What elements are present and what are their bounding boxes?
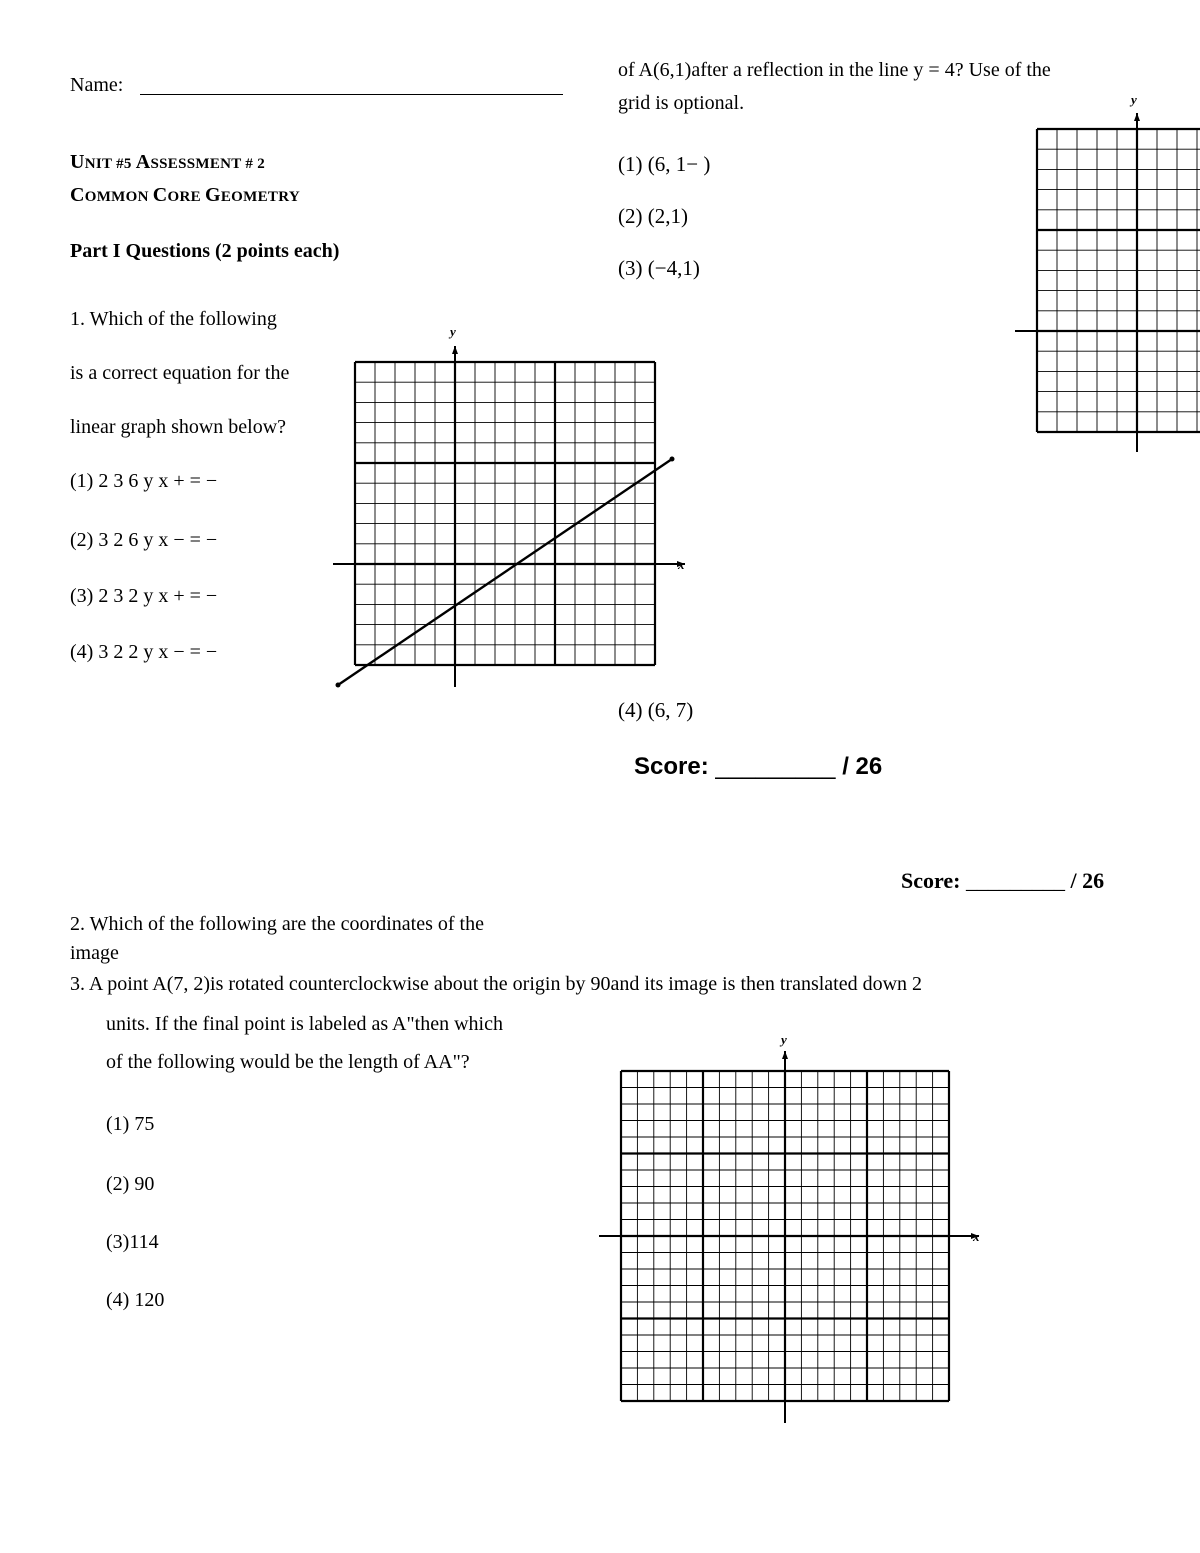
q3-choice-2: (2) 90 (106, 1173, 155, 1195)
q1-graph (330, 320, 695, 690)
q2-choice-1: (1) (6, 1− ) (618, 152, 711, 176)
q2-text-line2: image (70, 942, 119, 964)
score-box-1: Score: _________ / 26 (634, 753, 883, 780)
q3-text-line2: units. If the final point is labeled as A"then which (106, 1013, 503, 1035)
q1-text-line1: 1. Which of the following (70, 308, 277, 330)
unit-title: UNIT #5 ASSESSMENT # 2 (70, 151, 266, 173)
graph-line (338, 459, 672, 685)
q3-text-line1: 3. A point A(7, 2)is rotated counterclockwise about the origin by 90and its image is then translated down 2 (70, 973, 923, 995)
q2-choice-3: (3) (−4,1) (618, 256, 700, 280)
q1-axis-x-label: x (678, 557, 685, 572)
q1-axis-y-label: y (450, 324, 456, 339)
q1-choice-4: (4) 3 2 2 y x − = − (70, 641, 218, 663)
q2-text-line1: 2. Which of the following are the coordinates of the (70, 913, 484, 935)
q3-graph (596, 1028, 996, 1428)
q2-choice-4: (4) (6, 7) (618, 698, 694, 722)
q1-choice-3: (3) 2 3 2 y x + = − (70, 585, 218, 607)
score-blank[interactable]: _________ (715, 753, 836, 780)
q3-axis-y-label: y (781, 1032, 787, 1047)
graph-line-endpoint (336, 683, 341, 688)
y-axis-arrow (1134, 113, 1140, 121)
q3-text-line3: of the following would be the length of AA"? (106, 1051, 470, 1073)
q1-choice-1: (1) 2 3 6 y x + = − (70, 470, 218, 492)
course-title: COMMON CORE GEOMETRY (70, 184, 300, 206)
q1-text-line2: is a correct equation for the (70, 362, 290, 384)
part-label: Part I Questions (2 points each) (70, 240, 340, 262)
q3-choice-1: (1) 75 (106, 1113, 155, 1135)
graph-line-endpoint (670, 457, 675, 462)
name-input-line[interactable] (140, 94, 563, 95)
score-box-2: Score: _________ / 26 (901, 868, 1105, 893)
q3-choice-4: (4) 120 (106, 1289, 165, 1311)
q2-text-cont-line2: grid is optional. (618, 92, 745, 114)
q2-choice-2: (2) (2,1) (618, 204, 688, 228)
q1-choice-2: (2) 3 2 6 y x − = − (70, 529, 218, 551)
q3-choice-3: (3)114 (106, 1231, 159, 1253)
q2-axis-y-label: y (1131, 92, 1137, 107)
q2-text-cont-line1: of A(6,1)after a reflection in the line y = 4? Use of the (618, 59, 1051, 81)
q3-axis-x-label: x (973, 1229, 980, 1244)
q1-text-line3: linear graph shown below? (70, 416, 287, 438)
q2-graph (1010, 90, 1200, 455)
name-label: Name: (70, 74, 124, 96)
score-blank[interactable]: _________ (965, 868, 1065, 893)
y-axis-arrow (782, 1051, 788, 1059)
y-axis-arrow (452, 346, 458, 354)
